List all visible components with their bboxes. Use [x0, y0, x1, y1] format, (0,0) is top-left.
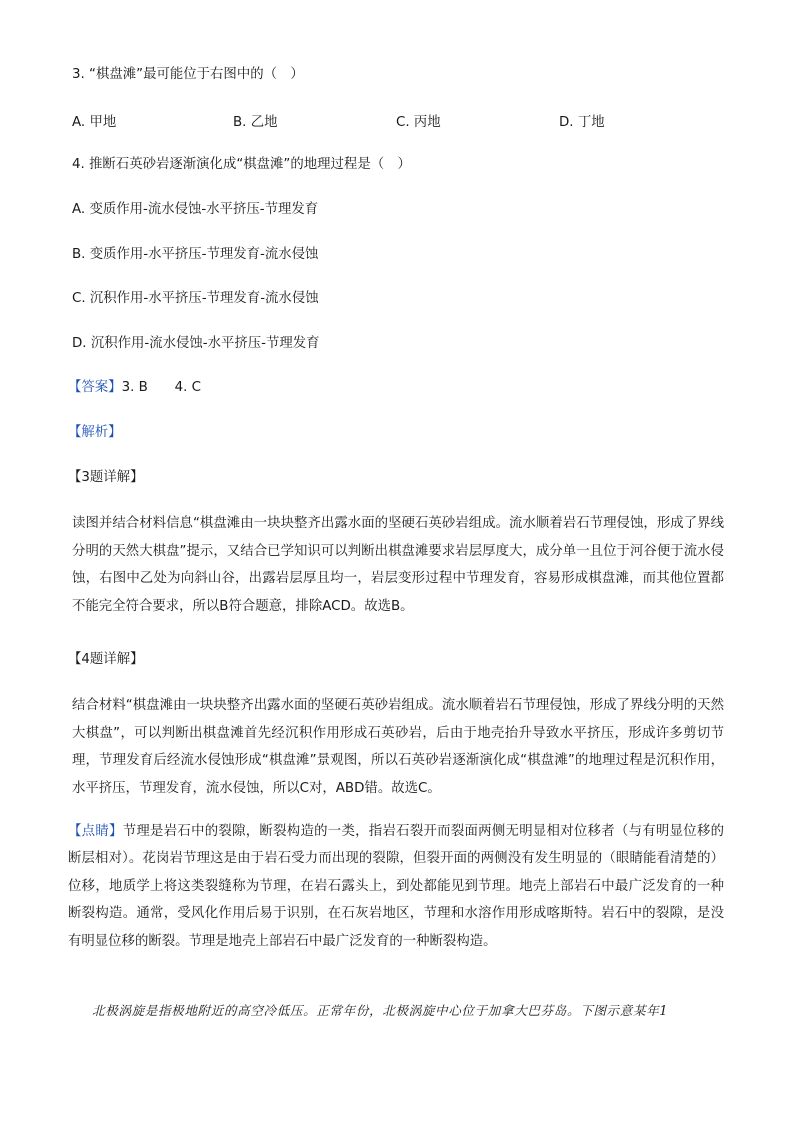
q3-option-d: D. 丁地 — [559, 115, 605, 130]
q3-option-a: A. 甲地 — [72, 115, 117, 130]
question-3-stem: 3. “棋盘滩”最可能位于右图中的（ ） — [72, 67, 304, 82]
tip-body: 节理是岩石中的裂隙，断裂构造的一类，指岩石裂开而裂面两侧无明显相对位移者（与有明显位移的断层相对）。花岗岩节理这是由于岩石受力而出现的裂隙，但裂开面的两侧没有发生明显的（眼睛能看清楚的）位移，地质学上将这类裂缝称为节理，在岩石露头上，到处都能见到节理。地壳上部岩石中最广泛发育的一种断裂构造。通常，受风化作用后易于识别，在石灰岩地区，节理和水溶作用形成喀斯特。岩石中的裂隙，是没有明显位移的断裂。节理是地壳上部岩石中最广泛发育的一种断裂构造。 — [68, 824, 725, 949]
analysis-tag: 【解析】 — [68, 425, 122, 440]
question-4-stem: 4. 推断石英砂岩逐渐演化成“棋盘滩”的地理过程是（ ） — [72, 157, 411, 172]
detail-4-title: 【4题详解】 — [68, 652, 144, 667]
tip-paragraph — [68, 818, 724, 955]
q4-option-a: A. 变质作用-流水侵蚀-水平挤压-节理发育 — [72, 202, 319, 217]
q4-option-c: C. 沉积作用-水平挤压-节理发育-流水侵蚀 — [72, 291, 319, 306]
answer-text: 3. B 4. C — [121, 380, 201, 395]
q4-option-d: D. 沉积作用-流水侵蚀-水平挤压-节理发育 — [72, 336, 320, 351]
answer-line — [68, 377, 201, 399]
question-3-options — [72, 111, 732, 133]
q3-option-c: C. 丙地 — [396, 115, 441, 130]
next-question-lead: 北极涡旋是指极地附近的高空冷低压。正常年份，北极涡旋中心位于加拿大巴芬岛。下图示意某年1 — [92, 1003, 668, 1018]
detail-3-body: 读图并结合材料信息“棋盘滩由一块块整齐出露水面的坚硬石英砂岩组成。流水顺着岩石节理侵蚀，形成了界线分明的天然大棋盘”提示，又结合已学知识可以判断出棋盘滩要求岩层厚度大，成分单一且位于河谷便于流水侵蚀，右图中乙处为向斜山谷，出露岩层厚且均一，岩层变形过程中节理发育，容易形成棋盘滩，而其他位置都不能完全符合要求，所以B符合题意，排除ACD。故选B。 — [72, 516, 724, 614]
detail-3-title: 【3题详解】 — [68, 470, 144, 485]
q4-option-b: B. 变质作用-水平挤压-节理发育-流水侵蚀 — [72, 247, 319, 262]
q3-option-b: B. 乙地 — [233, 115, 278, 130]
detail-4-body: 结合材料“棋盘滩由一块块整齐出露水面的坚硬石英砂岩组成。流水顺着岩石节理侵蚀，形成了界线分明的天然大棋盘”，可以判断出棋盘滩首先经沉积作用形成石英砂岩，后由于地壳抬升导致水平挤压，形成许多剪切节理，节理发育后经流水侵蚀形成“棋盘滩”景观图，所以石英砂岩逐渐演化成“棋盘滩”的地理过程是沉积作用，水平挤压，节理发育，流水侵蚀，所以C对，ABD错。故选C。 — [72, 698, 724, 796]
tip-tag: 【点睛】 — [68, 824, 123, 839]
answer-tag: 【答案】 — [68, 380, 122, 395]
